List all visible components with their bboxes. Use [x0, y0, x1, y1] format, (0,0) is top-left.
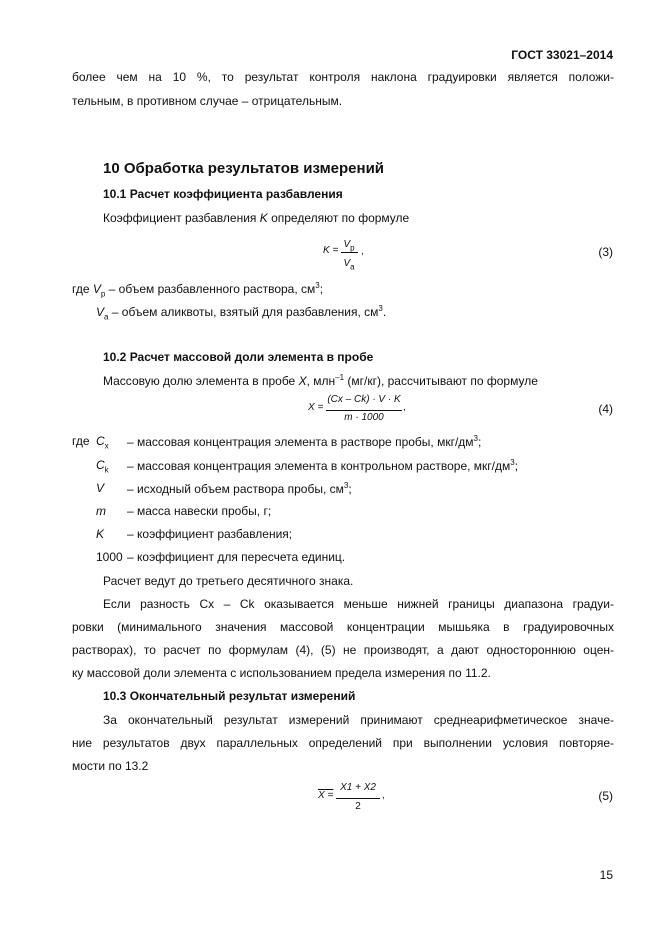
- eq4-where-sym: K: [96, 527, 105, 541]
- eq4-where-sym: 1000: [96, 550, 123, 564]
- eq4-where-text: – исходный объем раствора пробы, $см^3$;: [127, 481, 352, 496]
- eq4-fraction-bar: [326, 410, 402, 411]
- eq5-numerator: X1 + X2: [340, 782, 376, 793]
- subsection-10-1-text: Коэффициент разбавления K определяют по формуле: [103, 211, 410, 225]
- eq4-where-text: – коэффициент для пересчета единиц.: [127, 550, 346, 564]
- eq4-denominator: m · 1000: [344, 412, 384, 423]
- paragraph-difference-line-4: ку массовой доли элемента с использованием предела измерения по 11.2.: [72, 666, 491, 680]
- eq4-where-sym: m: [96, 504, 106, 518]
- eq4-where-text: – масса навески пробы, г;: [127, 504, 272, 518]
- eq4-lhs: X =: [308, 402, 324, 413]
- section-title: 10 Обработка результатов измерений: [103, 160, 385, 177]
- eq4-number: (4): [598, 402, 613, 416]
- eq4-where-sym: $C_x$: [96, 434, 109, 451]
- paragraph-precision: Расчет ведут до третьего десятичного знака.: [103, 574, 354, 588]
- eq5-fraction-bar: [336, 798, 380, 799]
- eq4-where-prefix: где: [72, 434, 90, 448]
- eq4-where-text: – массовая концентрация элемента в контрольном растворе, мкг/$дм^3$;: [127, 458, 519, 473]
- subsection-10-2-title: 10.2 Расчет массовой доли элемента в пробе: [103, 350, 374, 364]
- eq5-denominator: 2: [355, 801, 361, 812]
- eq3-denominator: $V_a$: [343, 258, 355, 272]
- paragraph-final-line-2: ние результатов двух параллельных определений при выполнении условия повторяе-: [72, 736, 614, 750]
- eq5-number: (5): [598, 789, 613, 803]
- eq3-lhs: K =: [323, 245, 339, 256]
- eq3-where-row-1: где $V_p$ – объем разбавленного раствора, $см^3$;: [72, 281, 324, 299]
- eq4-where-sym: $C_k$: [96, 458, 109, 475]
- eq4-numerator: (Cx – Ck) · V · K: [327, 394, 401, 405]
- eq4-where-sym: V: [96, 481, 105, 495]
- document-header: ГОСТ 33021–2014: [511, 48, 613, 62]
- eq4-tail: ,: [403, 402, 406, 413]
- paragraph-final-line-1: За окончательный результат измерений принимают среднеарифметическое значе-: [103, 713, 614, 727]
- eq3-fraction-bar: [341, 252, 358, 253]
- eq3-where-row-2: $V_a$ – объем аликвоты, взятый для разбавления, $см^3$.: [96, 304, 387, 322]
- subsection-10-2-text: Массовую долю элемента в пробе X, млн$^{-1}$ (мг/кг), рассчитывают по формуле: [103, 373, 538, 388]
- subsection-10-3-title: 10.3 Окончательный результат измерений: [103, 689, 356, 703]
- page-number: 15: [599, 868, 613, 882]
- eq4-where-text: – коэффициент разбавления;: [127, 527, 293, 541]
- eq5-tail: ,: [382, 790, 385, 801]
- eq4-where-text: – массовая концентрация элемента в растворе пробы, мкг/$дм^3$;: [127, 434, 482, 449]
- eq3-tail: ,: [361, 246, 364, 257]
- eq3-numerator: $V_p$: [343, 239, 355, 253]
- paragraph-difference-line-3: растворах), то расчет по формулам (4), (5) не производят, а дают одностороннюю оцен-: [72, 643, 614, 657]
- intro-line-1: более чем на 10 %, то результат контроля наклона градуировки является положи-: [72, 70, 614, 84]
- eq5-lhs: X =: [318, 790, 334, 801]
- paragraph-difference-line-2: ровки (минимального значения массовой концентрации мышьяка в градуировочных: [72, 620, 614, 634]
- subsection-10-1-title: 10.1 Расчет коэффициента разбавления: [103, 187, 343, 201]
- intro-line-2: тельным, в противном случае – отрицательным.: [72, 94, 343, 108]
- paragraph-difference-line-1: Если разность Cx – Ck оказывается меньше нижней границы диапазона градуи-: [103, 597, 614, 611]
- eq3-number: (3): [598, 245, 613, 259]
- paragraph-final-line-3: мости по 13.2: [72, 759, 149, 773]
